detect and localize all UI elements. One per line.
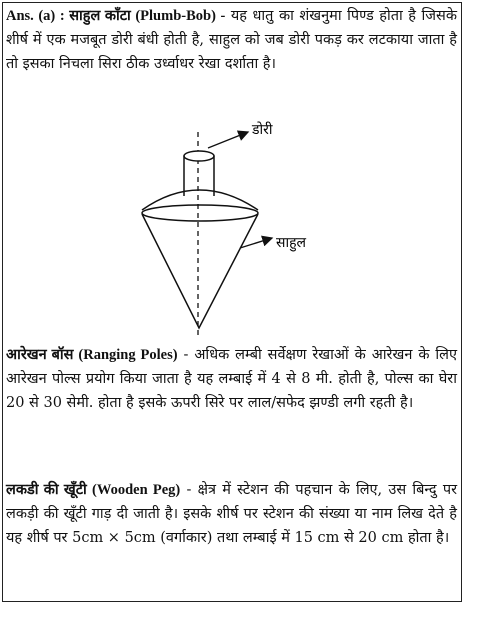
plumb-bob-heading: Ans. (a) : साहुल काँटा (Plumb-Bob) - (6, 8, 226, 24)
wooden-peg-text: - क्षेत्र में स्टेशन की पहचान के लिए, उस बिन्दु पर लकड़ी की खूँटी गाड़ दी जाती है। इसके शीर्ष पर स्टेशन की संख्या या नाम लिख देते है यह शीर्ष पर 5cm × 5cm (वर्गाकार) तथा लम्बाई में 15 cm से 20 cm होता है। (6, 482, 457, 546)
ranging-poles-text: - अधिक लम्बी सर्वेक्षण रेखाओं के आरेखन के लिए आरेखन पोल्स प्रयोग किया जाता है यह लम्बाई में 4 से 8 मी. होती है, पोल्स का घेरा 20 से 30 सेमी. होता है इसके ऊपरी सिरे पर लाल/सफेद झण्डी लगी रहती है। (6, 347, 457, 411)
bob-cone (142, 214, 258, 328)
wooden-peg-heading: लकडी की खूँटी (Wooden Peg) (6, 482, 181, 498)
plumb-bob-paragraph (6, 4, 457, 76)
ranging-poles-heading: आरेखन बॉस (Ranging Poles) (6, 347, 178, 363)
wooden-peg-paragraph (6, 478, 457, 550)
plumb-bob-diagram (120, 110, 340, 340)
bob-label: साहुल (276, 235, 307, 251)
string-arrow (208, 132, 248, 148)
plumb-bob-text: यह धातु का शंखनुमा पिण्ड होता है जिसके शीर्ष में एक मजबूत डोरी बंधी होती है, साहुल को जब डोरी पकड़ कर लटकाया जाता है तो इसका निचला सिरा ठीक उर्ध्वाधर रेखा दर्शाता है। (6, 8, 457, 72)
ranging-poles-paragraph (6, 343, 457, 415)
neck-top (184, 151, 214, 161)
bob-rim (142, 205, 258, 221)
string-label: डोरी (252, 122, 273, 138)
